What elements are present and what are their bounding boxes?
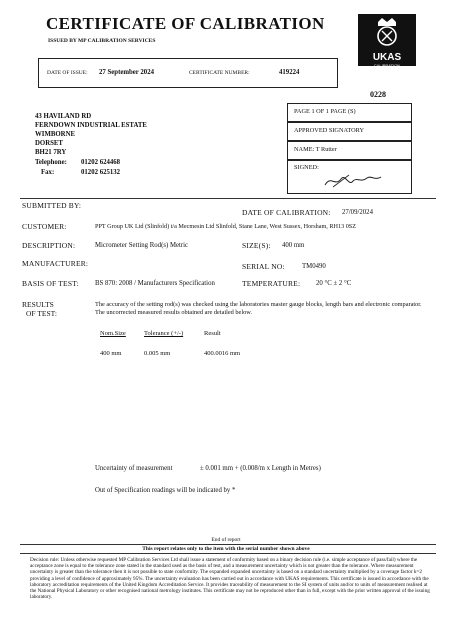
- description: Micrometer Setting Rod(s) Metric: [95, 242, 189, 249]
- crown-icon: [358, 14, 416, 48]
- certificate-number: 419224: [279, 69, 300, 76]
- signatory-name: NAME: T Rutter: [294, 146, 337, 153]
- ukas-sub: CALIBRATION: [373, 63, 401, 68]
- contact-info: [35, 158, 120, 178]
- certificate-title: CERTIFICATE OF CALIBRATION: [46, 14, 325, 33]
- table-cell: 400 mm: [100, 350, 122, 357]
- date-of-issue-label: DATE OF ISSUE:: [47, 70, 88, 76]
- description-label: DESCRIPTION:: [22, 241, 76, 250]
- table-header-cell: Nom.Size: [100, 330, 126, 337]
- customer: PPT Group UK Ltd (Slinfold) t/a Mecmesin Ltd Slinfold, Stane Lane, West Sussex, Horsham, RH13 0SZ: [95, 223, 357, 230]
- signature-image: [323, 169, 383, 191]
- divider: [20, 553, 436, 554]
- page-count: PAGE 1 OF 1 PAGE (S): [294, 108, 356, 115]
- date-of-calibration: 27/09/2024: [342, 209, 373, 216]
- signed-label: SIGNED:: [294, 164, 319, 171]
- approved-signatory-box: [287, 122, 412, 141]
- uncertainty-label: Uncertainty of measurement: [95, 465, 173, 472]
- telephone-label: Telephone:: [35, 159, 67, 166]
- address-line: BH21 7RY: [35, 149, 67, 156]
- serial-label: SERIAL NO:: [242, 262, 285, 271]
- end-of-report: End of report: [211, 537, 241, 543]
- address-line: FERNDOWN INDUSTRIAL ESTATE: [35, 122, 147, 129]
- name-box: [287, 141, 412, 160]
- telephone: 01202 624468: [81, 159, 121, 166]
- ukas-logo: [358, 14, 416, 66]
- serial: TM0490: [302, 263, 326, 270]
- address-line: 43 HAVILAND RD: [35, 113, 92, 120]
- page-count-box: [287, 103, 412, 122]
- divider: [20, 198, 436, 199]
- table-cell: 0.005 mm: [144, 350, 171, 357]
- issued-by: ISSUED BY MP CALIBRATION SERVICES: [48, 38, 156, 44]
- signed-box: [287, 160, 412, 194]
- submitted-by-label: SUBMITTED BY:: [22, 201, 82, 210]
- size: 400 mm: [282, 242, 305, 249]
- basis: BS 870: 2008 / Manufacturers Specification: [95, 280, 215, 287]
- manufacturer-label: MANUFACTURER:: [22, 259, 89, 268]
- table-cell: 400.0016 mm: [204, 350, 241, 357]
- disclaimer: Decision rule: Unless otherwise requested MP Calibration Services Ltd shall issue a statement of conformity based on a binary decision rule (i.e. simple acceptance of pass/fail) where the acceptance zone is equal to the tolerance zone stated in the standard used as the basis of test, and a measurement uncertainty which is not greater than the tolerance. Where measurement uncertainty is greater than the tolerance then it is not possible to state conformity. The expanded expanded uncertainty is based on a standard uncertainty multiplied by a coverage factor k=2 providing a level of confidence of approximately 95%. The uncertainty evaluation has been carried out in accordance with UKAS requirements. This certificate is issued in accordance with the laboratory accreditation requirements of the United Kingdom Accreditation Service. It provides traceability of measurement to the SI system of units and/or to units of measurement realised at the National Physical Laboratory or other recognised national metrology institutes. This certificate may not be reproduced other than in full, except with the prior written approval of the issuing laboratory.: [30, 557, 430, 601]
- temperature: 20 °C ± 2 °C: [316, 280, 352, 287]
- company-address: [35, 112, 147, 157]
- results-label-line: RESULTS: [22, 300, 54, 309]
- address-line: WIMBORNE: [35, 131, 76, 138]
- ukas-label: UKAS: [372, 52, 402, 63]
- results-text: The accuracy of the setting rod(s) was checked using the laboratories master gauge blocks, length bars and electronic comparator. The uncorrected measured results obtained are detailed below.: [95, 301, 422, 316]
- date-of-calibration-label: DATE OF CALIBRATION:: [242, 208, 331, 217]
- ukas-code: 0228: [370, 90, 386, 99]
- results-label-line: OF TEST:: [26, 309, 57, 318]
- size-label: SIZE(S):: [242, 241, 271, 250]
- date-of-issue: 27 September 2024: [99, 69, 154, 76]
- issue-info-box: [38, 58, 338, 88]
- uncertainty: ± 0.001 mm + (0.008/m x Length in Metres): [200, 465, 321, 472]
- approved-signatory: APPROVED SIGNATORY: [294, 127, 365, 134]
- temperature-label: TEMPERATURE:: [242, 279, 301, 288]
- results-label: [22, 300, 57, 318]
- relates-only-note: This report relates only to the item with the serial number shown above: [142, 546, 310, 552]
- customer-label: CUSTOMER:: [22, 222, 67, 231]
- basis-label: BASIS OF TEST:: [22, 279, 79, 288]
- out-of-spec-note: Out of Specification readings will be indicated by *: [95, 487, 236, 494]
- table-header-cell: Tolerance (+/-): [144, 330, 184, 337]
- divider: [20, 544, 436, 545]
- fax-label: Fax:: [41, 169, 55, 176]
- address-line: DORSET: [35, 140, 63, 147]
- fax: 01202 625132: [81, 169, 121, 176]
- certificate-number-label: CERTIFICATE NUMBER:: [189, 70, 250, 76]
- table-header-cell: Result: [204, 330, 221, 337]
